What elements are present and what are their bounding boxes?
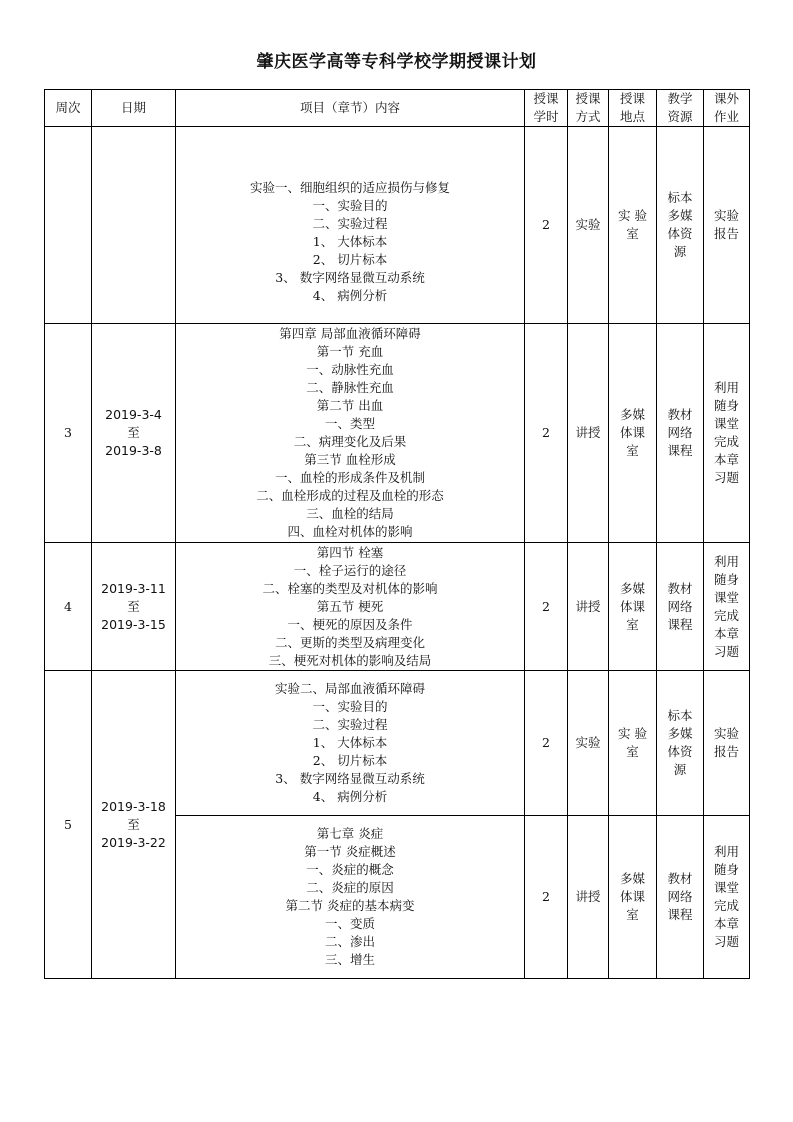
hours-cell: 2 xyxy=(525,671,568,816)
method-cell: 讲授 xyxy=(568,816,609,979)
header-date: 日期 xyxy=(92,90,176,127)
header-hours: 授课 学时 xyxy=(525,90,568,127)
week-cell: 3 xyxy=(45,324,92,543)
header-week: 周次 xyxy=(45,90,92,127)
resources-cell: 标本 多媒 体资 源 xyxy=(657,671,704,816)
content-cell: 实验二、局部血液循环障碍 一、实验目的 二、实验过程 1、 大体标本 2、 切片标本 3、 数字网络显微互动系统 4、 病例分析 xyxy=(176,671,525,816)
header-location: 授课 地点 xyxy=(609,90,657,127)
hours-cell: 2 xyxy=(525,543,568,671)
date-cell xyxy=(92,127,176,324)
date-cell: 2019-3-4 至 2019-3-8 xyxy=(92,324,176,543)
location-cell: 多媒 体课 室 xyxy=(609,816,657,979)
location-cell: 多媒 体课 室 xyxy=(609,324,657,543)
homework-cell: 利用 随身 课堂 完成 本章 习题 xyxy=(704,816,750,979)
homework-cell: 实验 报告 xyxy=(704,671,750,816)
header-resources: 教学 资源 xyxy=(657,90,704,127)
homework-cell: 利用 随身 课堂 完成 本章 习题 xyxy=(704,543,750,671)
hours-cell: 2 xyxy=(525,324,568,543)
table-row xyxy=(45,127,750,324)
table-row xyxy=(45,543,750,671)
header-homework: 课外 作业 xyxy=(704,90,750,127)
week-cell xyxy=(45,127,92,324)
content-cell: 第四节 栓塞 一、栓子运行的途径 二、栓塞的类型及对机体的影响 第五节 梗死 一、梗死的原因及条件 二、更斯的类型及病理变化 三、梗死对机体的影响及结局 xyxy=(176,543,525,671)
method-cell: 讲授 xyxy=(568,543,609,671)
method-cell: 实验 xyxy=(568,127,609,324)
hours-cell: 2 xyxy=(525,127,568,324)
header-method: 授课 方式 xyxy=(568,90,609,127)
location-cell: 实 验 室 xyxy=(609,127,657,324)
content-cell: 实验一、细胞组织的适应损伤与修复 一、实验目的 二、实验过程 1、 大体标本 2、 切片标本 3、 数字网络显微互动系统 4、 病例分析 xyxy=(176,127,525,324)
date-cell: 2019-3-11 至 2019-3-15 xyxy=(92,543,176,671)
content-cell: 第七章 炎症 第一节 炎症概述 一、炎症的概念 二、炎症的原因 第二节 炎症的基本病变 一、变质 二、渗出 三、增生 xyxy=(176,816,525,979)
resources-cell: 教材 网络 课程 xyxy=(657,543,704,671)
homework-cell: 实验 报告 xyxy=(704,127,750,324)
location-cell: 多媒 体课 室 xyxy=(609,543,657,671)
table-row xyxy=(45,324,750,543)
table-row xyxy=(45,671,750,816)
date-cell: 2019-3-18 至 2019-3-22 xyxy=(92,671,176,979)
resources-cell: 教材 网络 课程 xyxy=(657,816,704,979)
homework-cell: 利用 随身 课堂 完成 本章 习题 xyxy=(704,324,750,543)
header-content: 项目（章节）内容 xyxy=(176,90,525,127)
resources-cell: 教材 网络 课程 xyxy=(657,324,704,543)
week-cell: 5 xyxy=(45,671,92,979)
method-cell: 讲授 xyxy=(568,324,609,543)
method-cell: 实验 xyxy=(568,671,609,816)
teaching-plan-table xyxy=(44,89,750,979)
table-header-row xyxy=(45,90,750,127)
location-cell: 实 验 室 xyxy=(609,671,657,816)
resources-cell: 标本 多媒 体资 源 xyxy=(657,127,704,324)
page-title: 肇庆医学高等专科学校学期授课计划 xyxy=(256,52,537,72)
hours-cell: 2 xyxy=(525,816,568,979)
content-cell: 第四章 局部血液循环障碍 第一节 充血 一、动脉性充血 二、静脉性充血 第二节 出血 一、类型 二、病理变化及后果 第三节 血栓形成 一、血栓的形成条件及机制 二、血栓形成的过程及血栓的形态 三、血栓的结局 四、血栓对机体的影响 xyxy=(176,324,525,543)
week-cell: 4 xyxy=(45,543,92,671)
